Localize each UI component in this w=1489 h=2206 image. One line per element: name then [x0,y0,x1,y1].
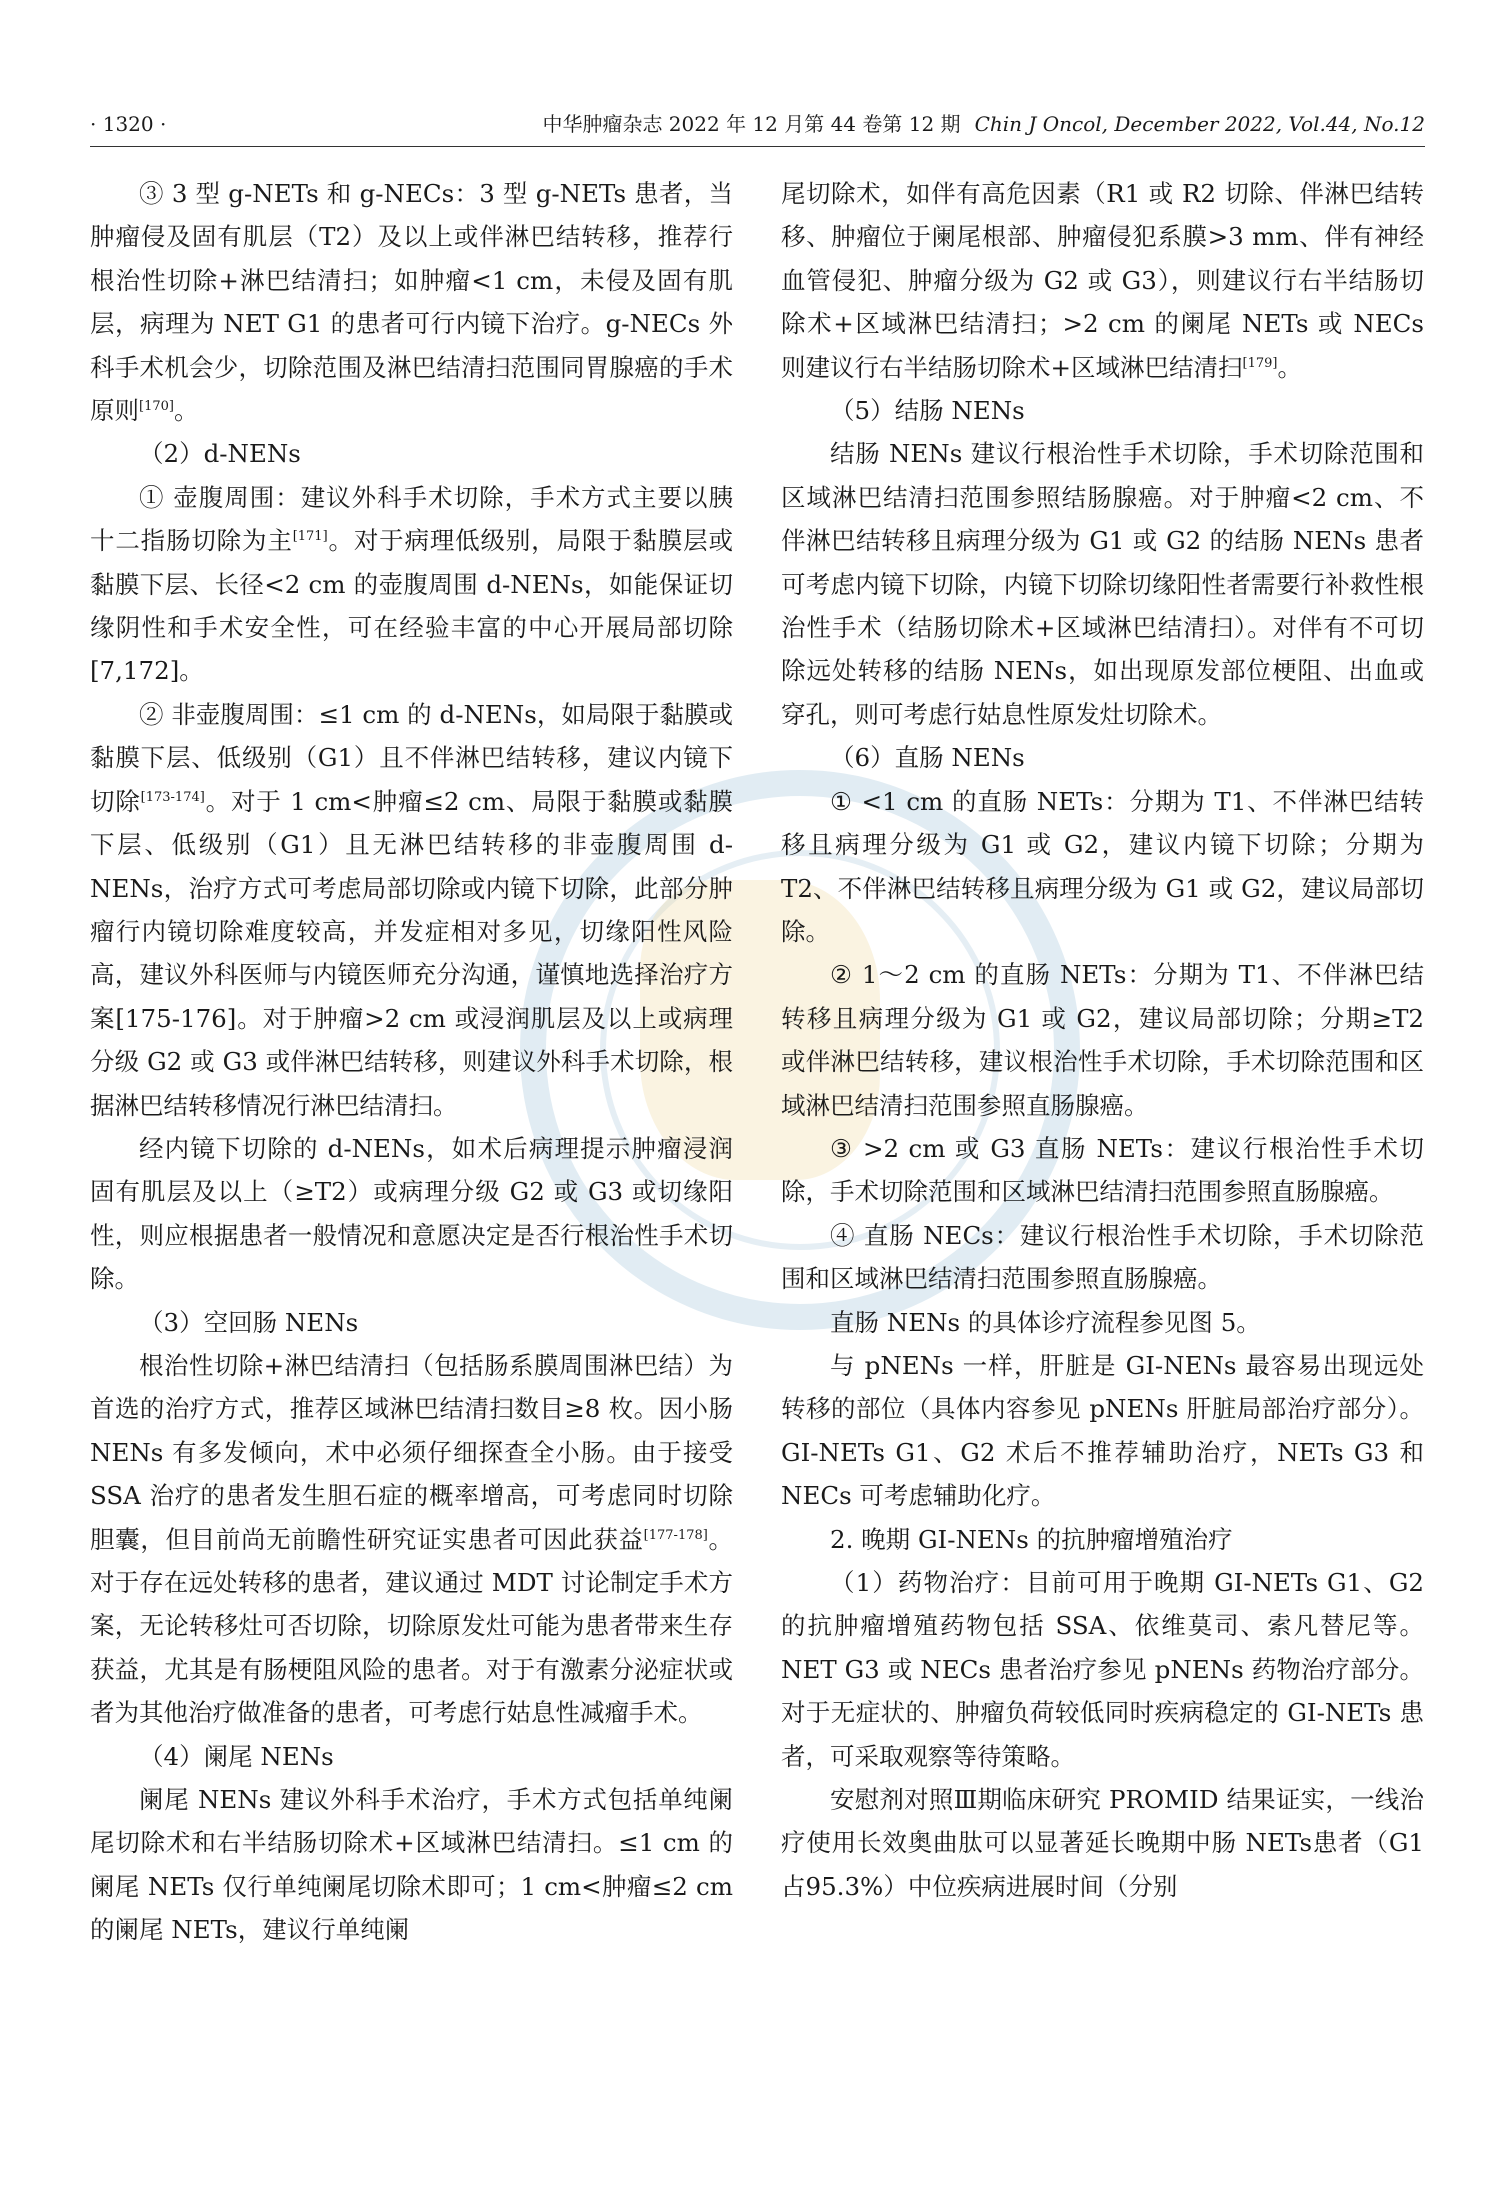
paragraph-text: （4）阑尾 NENs [139,1741,334,1771]
paragraph [90,693,733,1127]
citation-ref: [173-174] [140,789,205,805]
citation-ref: [179] [1242,355,1278,371]
paragraph [781,1344,1424,1518]
paragraph-text: ② 1～2 cm 的直肠 NETs：分期为 T1、不伴淋巴结转移且病理分级为 G1 或 G2，建议局部切除；分期≥T2 或伴淋巴结转移，建议根治性手术切除，手术切除范围和区域淋巴结清扫范围参照直肠腺癌。 [781,960,1424,1120]
page-number: · 1320 · [90,112,167,136]
journal-citation [542,104,1425,144]
paragraph-text-cont: 。 [173,396,199,426]
paragraph-text: ① 壶腹周围：建议外科手术切除，手术方式主要以胰十二指肠切除为主 [90,482,733,556]
left-column [90,172,733,2132]
paragraph [781,1561,1424,1778]
paragraph [781,432,1424,736]
paragraph [90,432,733,475]
paragraph-text: 2. 晚期 GI-NENs 的抗肿瘤增殖治疗 [830,1524,1233,1554]
paragraph-text: （6）直肠 NENs [830,743,1025,773]
paragraph [781,780,1424,954]
paragraph-text: 经内镜下切除的 d-NENs，如术后病理提示肿瘤浸润固有肌层及以上（≥T2）或病理分级 G2 或 G3 或切缘阳性，则应根据患者一般情况和意愿决定是否行根治性手术切除。 [90,1133,733,1294]
paragraph [90,1301,733,1344]
paragraph-text: ③ 3 型 g-NETs 和 g-NECs：3 型 g-NETs 患者，当肿瘤侵及固有肌层（T2）及以上或伴淋巴结转移，推荐行根治性切除+淋巴结清扫；如肿瘤<1 cm，未侵及固有肌层，病理为 NET G1 的患者可行内镜下治疗。g-NECs 外科手术机会少，切除范围及淋巴结清扫范围同胃腺癌的手术原则 [90,179,733,426]
paragraph-text: 阑尾 NENs 建议外科手术治疗，手术方式包括单纯阑尾切除术和右半结肠切除术+区域淋巴结清扫。≤1 cm 的阑尾 NETs 仅行单纯阑尾切除术即可；1 cm<肿瘤≤2 cm 的阑尾 NETs，建议行单纯阑 [90,1785,733,1945]
running-header [90,104,1425,144]
paragraph-text: ④ 直肠 NECs：建议行根治性手术切除，手术切除范围和区域淋巴结清扫范围参照直肠腺癌。 [781,1220,1424,1294]
paragraph-text-cont: 。对于存在远处转移的患者，建议通过 MDT 讨论制定手术方案，无论转移灶可否切除，切除原发灶可能为患者带来生存获益，尤其是有肠梗阻风险的患者。对于有激素分泌症状或者为其他治疗做准备的患者，可考虑行姑息性减瘤手术。 [90,1524,733,1728]
citation-ref: [177-178] [643,1527,708,1543]
citation-ref: [170] [139,398,174,414]
paragraph-text: 直肠 NENs 的具体诊疗流程参见图 5。 [830,1307,1261,1337]
paragraph [781,172,1424,389]
paragraph-text-cont: 。 [1277,352,1302,382]
paragraph [781,1214,1424,1301]
paragraph-text: （5）结肠 NENs [830,396,1025,426]
citation-ref: [171] [292,529,328,545]
paragraph [90,1735,733,1778]
paragraph-text: （2）d-NENs [139,439,301,469]
paragraph [90,1127,733,1301]
paragraph-text: 尾切除术，如伴有高危因素（R1 或 R2 切除、伴淋巴结转移、肿瘤位于阑尾根部、肿瘤侵犯系膜>3 mm、伴有神经血管侵犯、肿瘤分级为 G2 或 G3），则建议行右半结肠切除术+区域淋巴结清扫；>2 cm 的阑尾 NETs 或 NECs 则建议行右半结肠切除术+区域淋巴结清扫 [781,179,1424,382]
paragraph-text: ③ >2 cm 或 G3 直肠 NETs：建议行根治性手术切除，手术切除范围和区域淋巴结清扫范围参照直肠腺癌。 [781,1133,1424,1207]
paragraph-text: 与 pNENs 一样，肝脏是 GI-NENs 最容易出现远处转移的部位（具体内容参见 pNENs 肝脏局部治疗部分）。GI-NETs G1、G2 术后不推荐辅助治疗，NETs G3 和 NECs 可考虑辅助化疗。 [781,1350,1424,1511]
paragraph [781,1301,1424,1344]
paragraph-text-cont: 。对于病理低级别，局限于黏膜层或黏膜下层、长径<2 cm 的壶腹周围 d-NENs，如能保证切缘阴性和手术安全性，可在经验丰富的中心开展局部切除[7,172]。 [90,526,733,686]
journal-title-en: Chin J Oncol, December 2022, Vol.44, No.12 [974,112,1425,136]
paragraph-text: 安慰剂对照Ⅲ期临床研究 PROMID 结果证实，一线治疗使用长效奥曲肽可以显著延长晚期中肠 NETs患者（G1占95.3%）中位疾病进展时间（分别 [781,1785,1424,1901]
paragraph [781,389,1424,432]
paragraph [781,1127,1424,1214]
paragraph [90,1344,733,1735]
paragraph-text: 根治性切除+淋巴结清扫（包括肠系膜周围淋巴结）为首选的治疗方式，推荐区域淋巴结清扫数目≥8 枚。因小肠 NENs 有多发倾向，术中必须仔细探查全小肠。由于接受 SSA 治疗的患者发生胆石症的概率增高，可考虑同时切除胆囊，但目前尚无前瞻性研究证实患者可因此获益 [90,1350,733,1554]
header-rule [90,146,1425,147]
paragraph [781,736,1424,779]
paragraph-text: ① <1 cm 的直肠 NETs：分期为 T1、不伴淋巴结转移且病理分级为 G1 或 G2，建议内镜下切除；分期为 T2、不伴淋巴结转移且病理分级为 G1 或 G2，建议局部切除。 [781,786,1424,946]
paragraph-text-cont: 。对于 1 cm<肿瘤≤2 cm、局限于黏膜或黏膜下层、低级别（G1）且无淋巴结转移的非壶腹周围 d-NENs，治疗方式可考虑局部切除或内镜下切除，此部分肿瘤行内镜切除难度较高，并发症相对多见，切缘阳性风险高，建议外科医师与内镜医师充分沟通，谨慎地选择治疗方案[175-176]。对于肿瘤>2 cm 或浸润肌层及以上或病理分级 G2 或 G3 或伴淋巴结转移，则建议外科手术切除，根据淋巴结转移情况行淋巴结清扫。 [90,786,733,1120]
journal-title-cn: 中华肿瘤杂志 2022 年 12 月第 44 卷第 12 期 [542,112,961,136]
paragraph-text: ② 非壶腹周围：≤1 cm 的 d-NENs，如局限于黏膜或黏膜下层、低级别（G1）且不伴淋巴结转移，建议内镜下切除 [90,699,733,816]
paragraph [90,172,733,432]
paragraph [781,1518,1424,1561]
paragraph [781,1778,1424,1908]
paragraph-text: （1）药物治疗：目前可用于晚期 GI-NETs G1、G2 的抗肿瘤增殖药物包括 SSA、依维莫司、索凡替尼等。NET G3 或 NECs 患者治疗参见 pNENs 药物治疗部分。对于无症状的、肿瘤负荷较低同时疾病稳定的 GI-NETs 患者，可采取观察等待策略。 [781,1568,1424,1771]
paragraph [90,476,733,693]
paragraph [781,953,1424,1127]
paragraph-text: （3）空回肠 NENs [139,1307,359,1337]
right-column [781,172,1424,2132]
paragraph-text: 结肠 NENs 建议行根治性手术切除，手术切除范围和区域淋巴结清扫范围参照结肠腺癌。对于肿瘤<2 cm、不伴淋巴结转移且病理分级为 G1 或 G2 的结肠 NENs 患者可考虑内镜下切除，内镜下切除切缘阳性者需要行补救性根治性手术（结肠切除术+区域淋巴结清扫）。对伴有不可切除远处转移的结肠 NENs，如出现原发部位梗阻、出血或穿孔，则可考虑行姑息性原发灶切除术。 [781,439,1424,729]
paragraph [90,1778,733,1952]
